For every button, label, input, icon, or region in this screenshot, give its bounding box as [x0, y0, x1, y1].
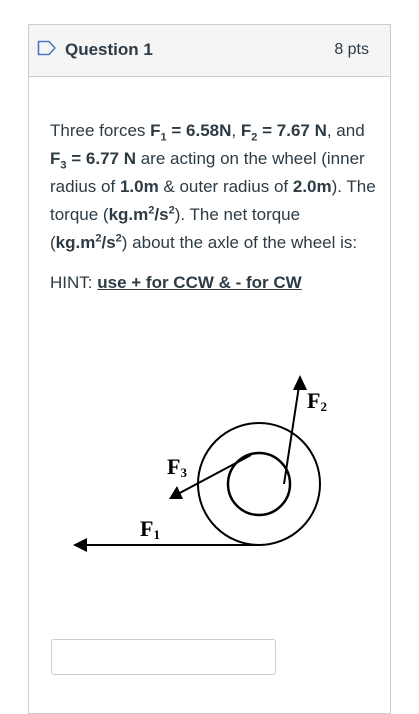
question-header: [29, 25, 390, 77]
hint-link[interactable]: use + for CCW & - for CW: [97, 273, 302, 292]
question-card: [28, 24, 391, 714]
question-points: 8 pts: [334, 41, 369, 58]
hint: [50, 269, 380, 297]
answer-input[interactable]: [51, 639, 276, 675]
force-f2-label: F2: [307, 388, 327, 414]
force-f3-label: F3: [167, 454, 187, 480]
question-title: Question 1: [65, 40, 153, 59]
question-text: [50, 117, 380, 297]
question-prompt: Three forces $F_1 = 6.58N$, $F_2 = 7.67$ N, and $F_3 = 6.77$ N are acting on the wheel (inner radius of 1.0m & outer radius of 2.0m). The torque $(kg.m^2/s^2)$. The net torque $(kg.m^2/s^2)$ about the axle of the wheel is:: [50, 121, 376, 252]
flag-outline-icon[interactable]: [37, 40, 57, 56]
wheel-outer-circle: [198, 423, 320, 545]
force-f1-label: F1: [140, 516, 160, 542]
hint-label: HINT:: [50, 273, 98, 292]
wheel-force-diagram: [69, 350, 369, 590]
